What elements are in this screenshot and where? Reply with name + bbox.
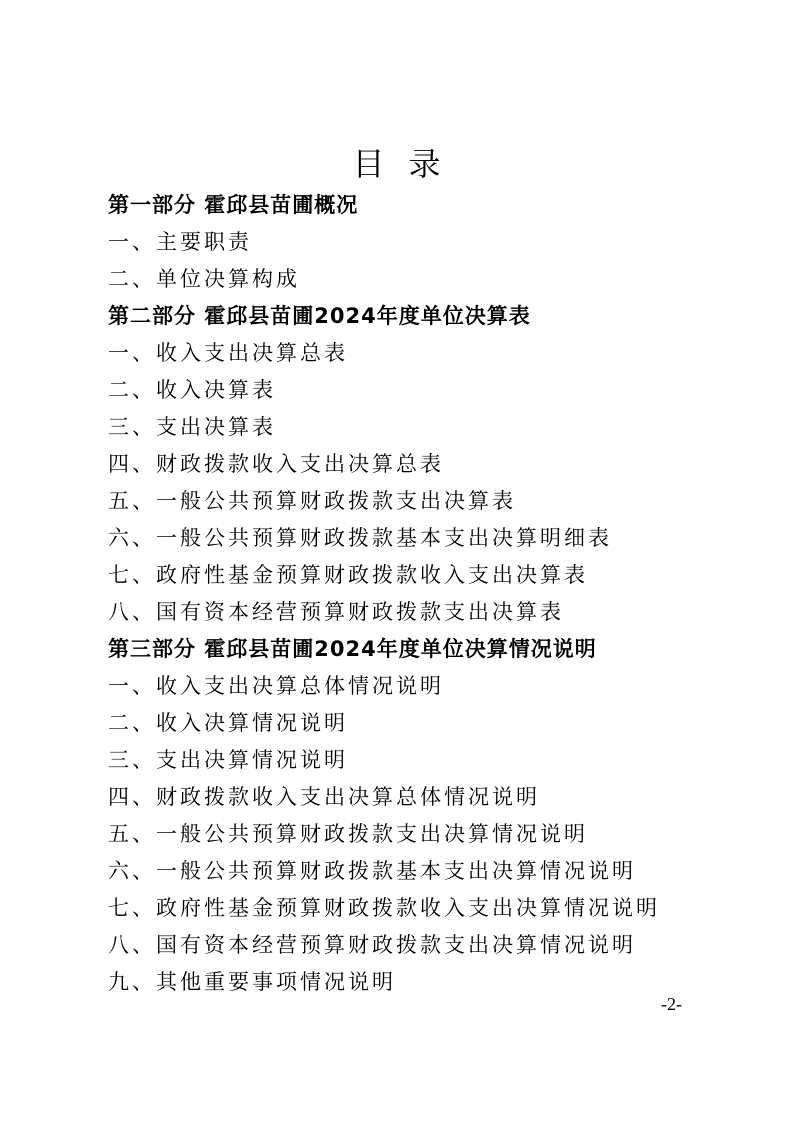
toc-item: 一、收入支出决算总表 — [108, 341, 348, 365]
table-of-contents — [108, 187, 748, 1001]
toc-item: 五、一般公共预算财政拨款支出决算情况说明 — [108, 822, 588, 846]
toc-item: 二、收入决算表 — [108, 378, 276, 402]
page-number: -2- — [661, 994, 682, 1014]
toc-item: 一、主要职责 — [108, 230, 252, 254]
toc-item: 三、支出决算表 — [108, 415, 276, 439]
toc-section-heading: 第一部分 霍邱县苗圃概况 — [108, 193, 359, 217]
toc-item: 一、收入支出决算总体情况说明 — [108, 674, 444, 698]
toc-item: 二、收入决算情况说明 — [108, 711, 348, 735]
toc-item: 八、国有资本经营预算财政拨款支出决算情况说明 — [108, 933, 636, 957]
toc-item: 五、一般公共预算财政拨款支出决算表 — [108, 489, 516, 513]
toc-item: 六、一般公共预算财政拨款基本支出决算明细表 — [108, 526, 612, 550]
toc-section-heading: 第二部分 霍邱县苗圃2024年度单位决算表 — [108, 304, 531, 328]
toc-item: 二、单位决算构成 — [108, 267, 300, 291]
toc-item: 四、财政拨款收入支出决算总体情况说明 — [108, 785, 540, 809]
toc-item: 七、政府性基金预算财政拨款收入支出决算表 — [108, 563, 588, 587]
toc-item: 四、财政拨款收入支出决算总表 — [108, 452, 444, 476]
page-title: 目录 — [352, 145, 465, 183]
toc-item: 三、支出决算情况说明 — [108, 748, 348, 772]
toc-item: 九、其他重要事项情况说明 — [108, 970, 396, 994]
toc-item: 六、一般公共预算财政拨款基本支出决算情况说明 — [108, 859, 636, 883]
toc-item: 七、政府性基金预算财政拨款收入支出决算情况说明 — [108, 896, 660, 920]
toc-item: 八、国有资本经营预算财政拨款支出决算表 — [108, 600, 564, 624]
toc-section-heading: 第三部分 霍邱县苗圃2024年度单位决算情况说明 — [108, 637, 597, 661]
